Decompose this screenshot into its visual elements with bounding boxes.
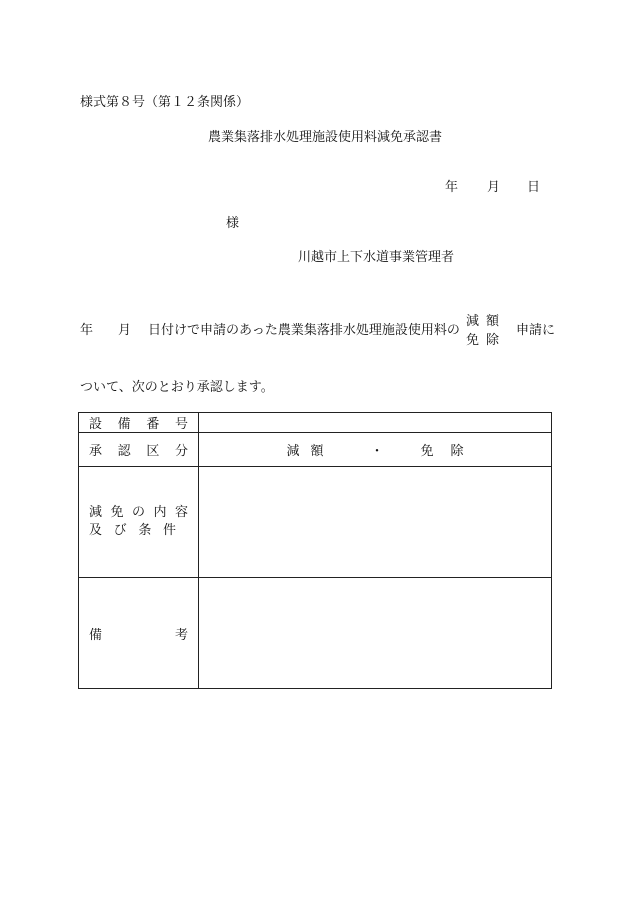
label-approval-category: 承 認 区 分 <box>79 433 199 467</box>
value-equipment-number <box>199 413 552 433</box>
addressee-suffix: 様 <box>226 216 240 231</box>
body-day-text: 日付けで申請のあった農業集落排水処理施設使用料の <box>148 323 460 338</box>
value-content-conditions <box>199 467 552 578</box>
value-approval-category: 減 額 ・ 免 除 <box>199 433 552 467</box>
body-line-2: ついて、次のとおり承認します。 <box>80 380 274 395</box>
body-month: 月 <box>118 323 132 338</box>
row-equipment-number <box>79 413 552 433</box>
label-equipment-number: 設 備 番 号 <box>79 413 199 433</box>
row-content-conditions <box>79 467 552 578</box>
option-reduce: 減 額 <box>466 314 500 329</box>
row-remarks <box>79 578 552 689</box>
row-approval-category <box>79 433 552 467</box>
date-line <box>445 180 540 196</box>
value-remarks <box>199 578 552 689</box>
form-number: 様式第８号（第１２条関係） <box>80 95 250 110</box>
date-day: 日 <box>527 180 541 195</box>
body-year: 年 <box>80 323 94 338</box>
label-content-conditions: 減 免 の 内 容 及 び 条 件 <box>79 467 199 578</box>
reduction-option-stack <box>466 312 506 350</box>
label-remarks: 備 考 <box>79 578 199 689</box>
body-line-1 <box>80 323 460 339</box>
issuer-name: 川越市上下水道事業管理者 <box>298 250 455 265</box>
date-year: 年 <box>445 180 459 195</box>
option-exempt: 免 除 <box>466 333 500 348</box>
document-title: 農業集落排水処理施設使用料減免承認書 <box>207 130 442 145</box>
date-month: 月 <box>487 180 501 195</box>
body-request: 申請に <box>516 323 556 338</box>
approval-table <box>78 412 552 689</box>
